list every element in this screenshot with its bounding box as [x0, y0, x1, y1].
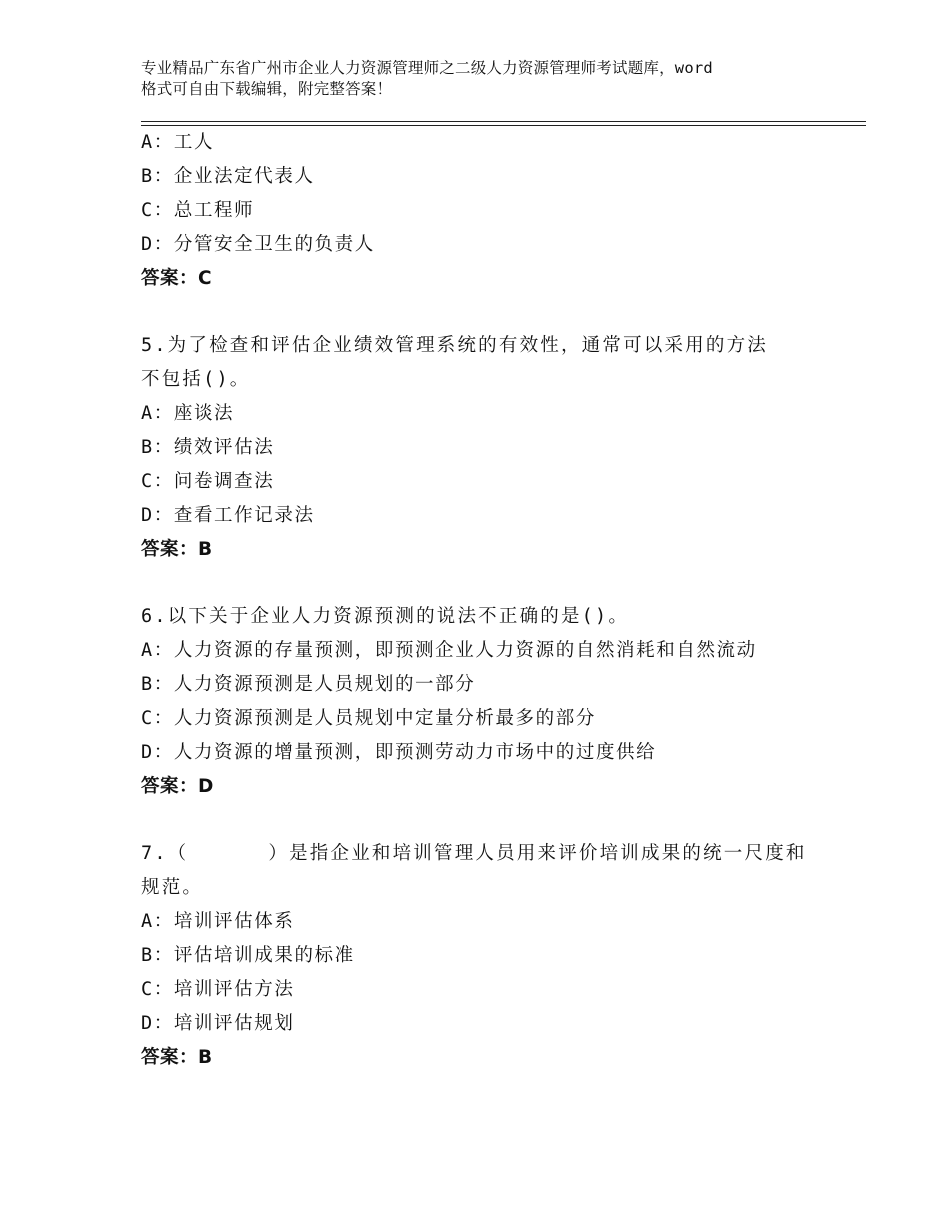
option-a: A：座谈法 [141, 403, 235, 424]
option-c: C：人力资源预测是人员规划中定量分析最多的部分 [141, 708, 596, 729]
option-c: C：问卷调查法 [141, 471, 275, 492]
question-5 [141, 329, 866, 567]
answer-line: 答案：B [141, 1047, 213, 1068]
option-b: B：企业法定代表人 [141, 166, 315, 187]
option-b: B：评估培训成果的标准 [141, 945, 355, 966]
option-c: C：总工程师 [141, 200, 255, 221]
option-c: C：培训评估方法 [141, 979, 295, 1000]
question-stem-line: 规范。 [141, 877, 204, 898]
question-spacer [141, 296, 866, 329]
option-d: D：人力资源的增量预测，即预测劳动力市场中的过度供给 [141, 742, 657, 763]
question-stem-line: 5.为了检查和评估企业绩效管理系统的有效性，通常可以采用的方法 [141, 335, 768, 356]
answer-line: 答案：D [141, 776, 214, 797]
question-partial [141, 126, 866, 296]
option-b: B：绩效评估法 [141, 437, 275, 458]
header-title-line-2: 格式可自由下载编辑，附完整答案！ [141, 80, 393, 98]
option-a: A：人力资源的存量预测，即预测企业人力资源的自然消耗和自然流动 [141, 640, 757, 661]
question-spacer [141, 567, 866, 600]
question-6 [141, 600, 866, 804]
question-stem-line: 6.以下关于企业人力资源预测的说法不正确的是()。 [141, 606, 630, 627]
option-b: B：人力资源预测是人员规划的一部分 [141, 674, 476, 695]
option-d: D：分管安全卫生的负责人 [141, 234, 375, 255]
answer-line: 答案：C [141, 268, 213, 289]
option-a: A：培训评估体系 [141, 911, 295, 932]
option-a: A：工人 [141, 132, 215, 153]
question-spacer [141, 804, 866, 837]
question-stem-line: 不包括()。 [141, 369, 251, 390]
document-header [141, 58, 841, 100]
header-title-line-1: 专业精品广东省广州市企业人力资源管理师之二级人力资源管理师考试题库，word [141, 59, 713, 77]
option-d: D：查看工作记录法 [141, 505, 315, 526]
header-divider-top [141, 121, 866, 122]
option-d: D：培训评估规划 [141, 1013, 295, 1034]
question-list [141, 126, 866, 1075]
question-7 [141, 837, 866, 1075]
answer-line: 答案：B [141, 539, 213, 560]
question-stem-line: 7.（ ）是指企业和培训管理人员用来评价培训成果的统一尺度和 [141, 843, 807, 864]
